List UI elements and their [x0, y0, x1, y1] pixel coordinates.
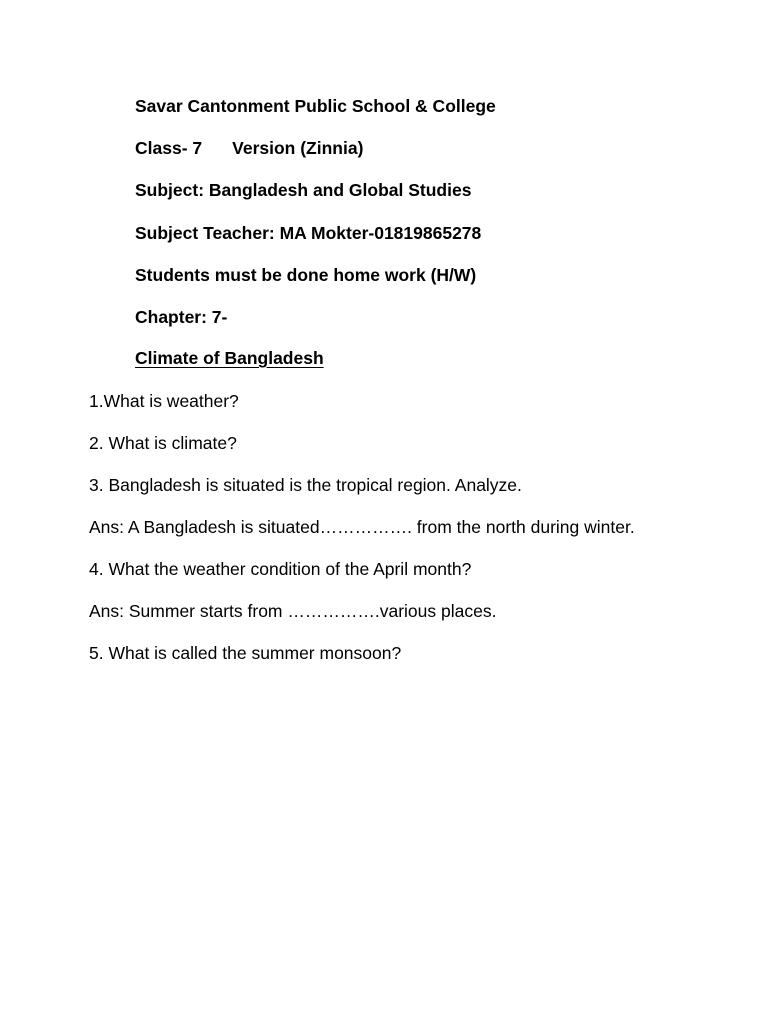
question-4: 4. What the weather condition of the April month? — [89, 559, 472, 579]
instruction-line: Students must be done home work (H/W) — [135, 265, 477, 285]
teacher-line: Subject Teacher: MA Mokter-01819865278 — [135, 223, 482, 243]
version-label: Version (Zinnia) — [232, 138, 364, 158]
question-5: 5. What is called the summer monsoon? — [89, 643, 402, 663]
class-version-line — [135, 137, 363, 159]
chapter-line: Chapter: 7- — [135, 307, 228, 327]
class-label: Class- 7 — [135, 138, 203, 158]
subject-line: Subject: Bangladesh and Global Studies — [135, 180, 472, 200]
answer-4: Ans: Summer starts from …………….various places. — [89, 601, 497, 621]
school-name: Savar Cantonment Public School & College — [135, 96, 496, 116]
question-1: 1.What is weather? — [89, 391, 239, 411]
question-2: 2. What is climate? — [89, 433, 237, 453]
answer-3: Ans: A Bangladesh is situated……………. from the north during winter. — [89, 517, 635, 537]
chapter-title: Climate of Bangladesh — [135, 348, 324, 368]
question-3: 3. Bangladesh is situated is the tropical region. Analyze. — [89, 475, 522, 495]
